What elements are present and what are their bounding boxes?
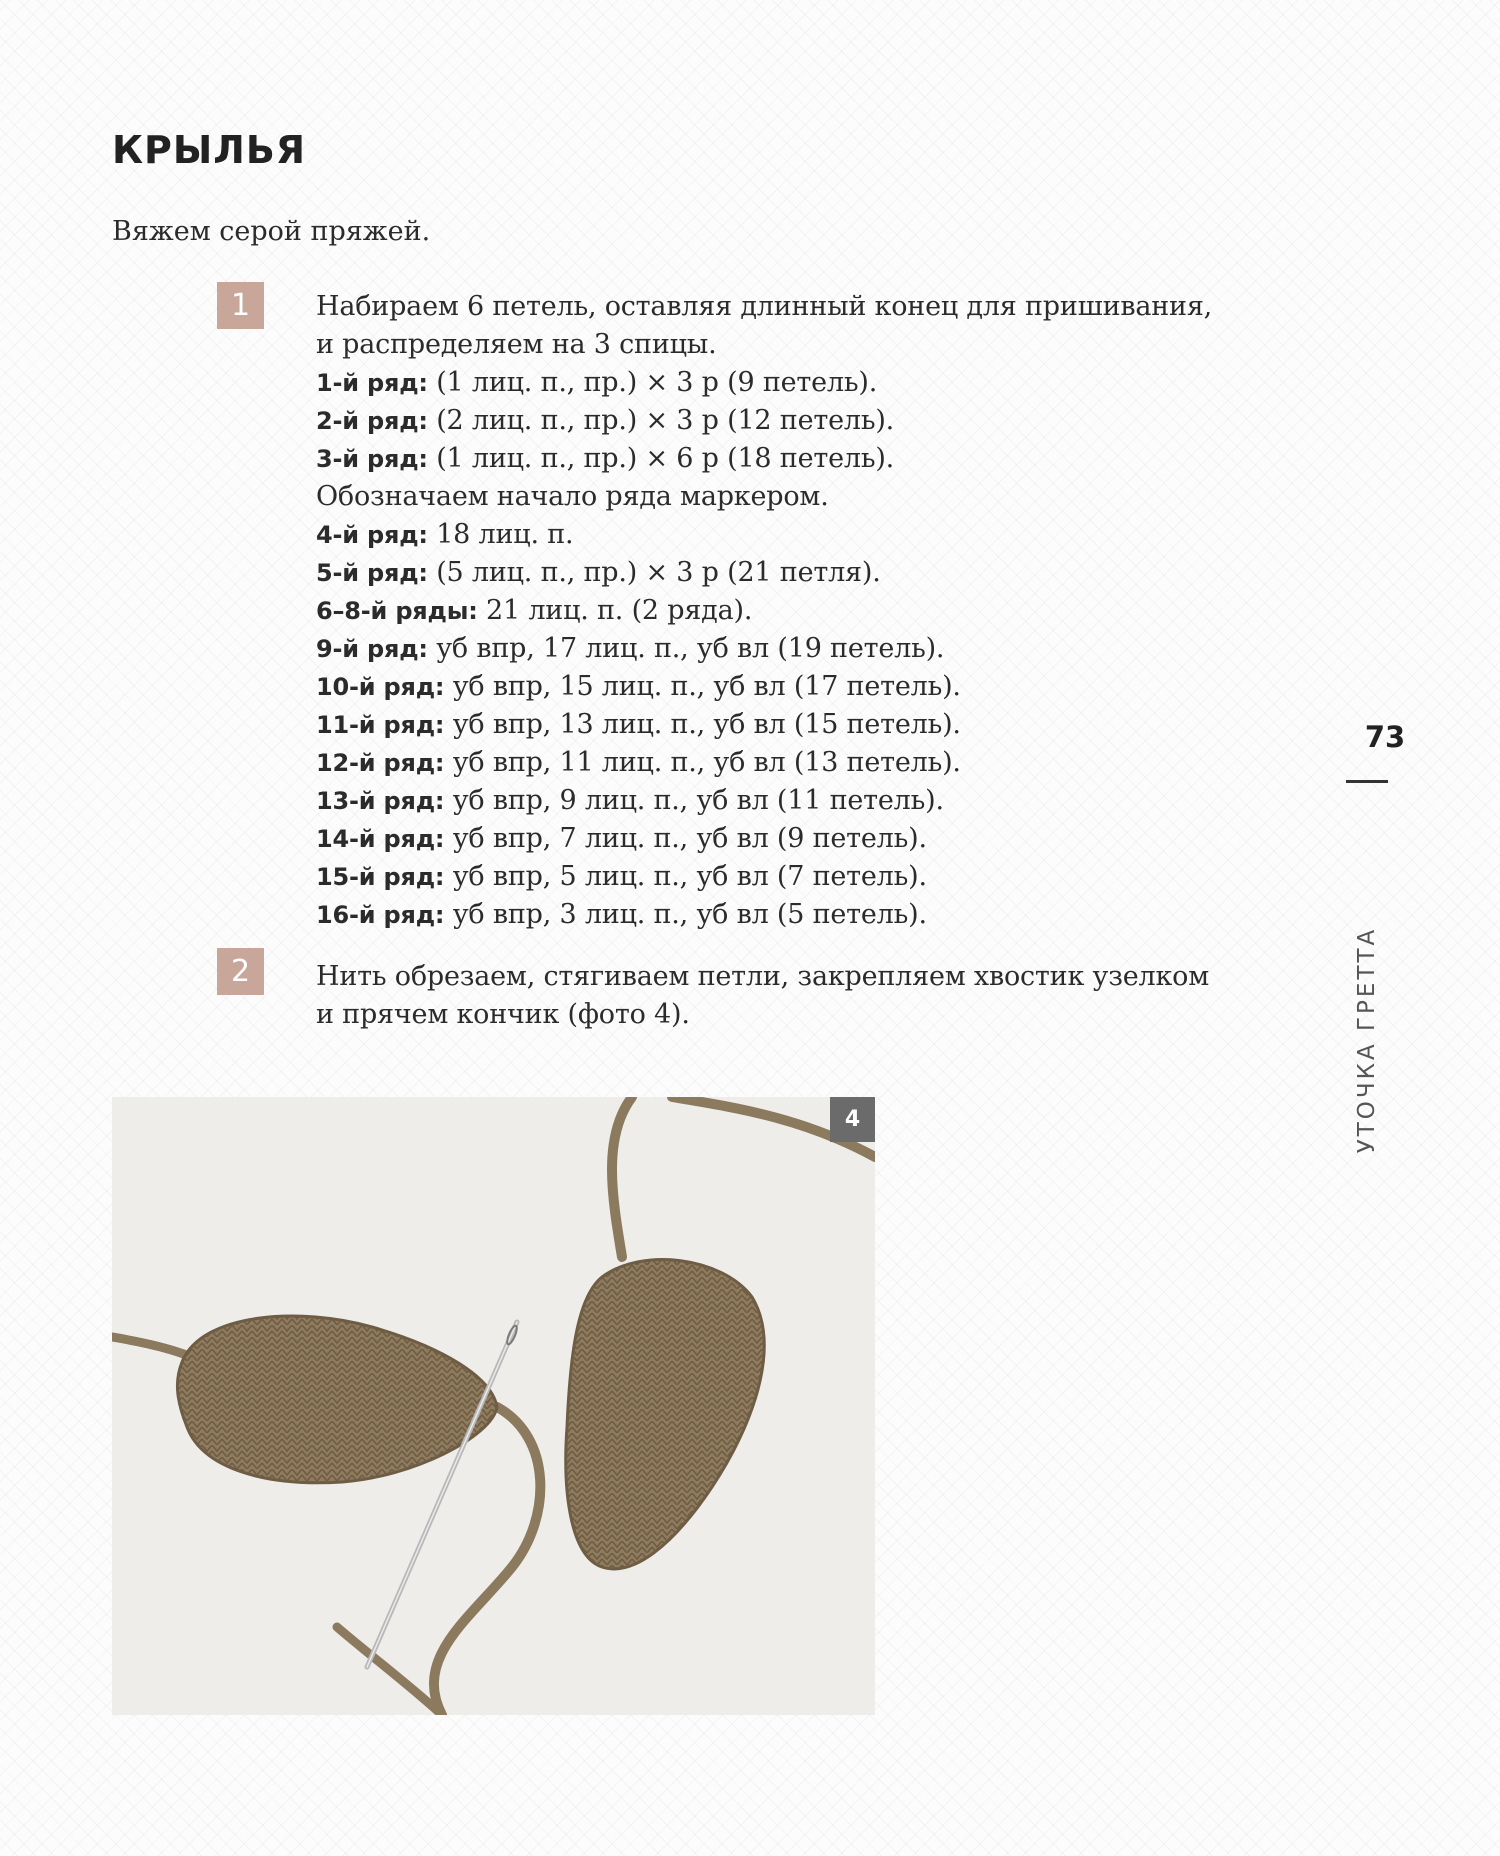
row-instruction: 6–8-й ряды: 21 лиц. п. (2 ряда). <box>316 595 753 626</box>
instruction-line: и прячем кончик (фото 4). <box>316 999 690 1030</box>
instruction-line: и распределяем на 3 спицы. <box>316 329 717 360</box>
row-instruction: 5-й ряд: (5 лиц. п., пр.) × 3 р (21 петля). <box>316 557 881 588</box>
row-label: 3-й ряд: <box>316 445 428 473</box>
row-label: 12-й ряд: <box>316 749 445 777</box>
row-label: 14-й ряд: <box>316 825 445 853</box>
photo-knitted-wings <box>112 1097 875 1715</box>
page-number-rule <box>1346 780 1388 783</box>
running-head: УТОЧКА ГРЕТТА <box>1354 926 1380 1154</box>
photo-number-badge: 4 <box>830 1097 875 1142</box>
row-label: 9-й ряд: <box>316 635 428 663</box>
row-label: 6–8-й ряды: <box>316 597 478 625</box>
row-instruction: 1-й ряд: (1 лиц. п., пр.) × 3 р (9 петель). <box>316 367 878 398</box>
instruction-line: Набираем 6 петель, оставляя длинный конец для пришивания, <box>316 291 1213 322</box>
step-number-badge: 2 <box>217 948 264 995</box>
row-instruction: 16-й ряд: уб впр, 3 лиц. п., уб вл (5 петель). <box>316 899 927 930</box>
row-instruction: 15-й ряд: уб впр, 5 лиц. п., уб вл (7 петель). <box>316 861 927 892</box>
row-instruction: 12-й ряд: уб впр, 11 лиц. п., уб вл (13 петель). <box>316 747 961 778</box>
instruction-line: Нить обрезаем, стягиваем петли, закрепляем хвостик узелком <box>316 961 1209 992</box>
row-label: 16-й ряд: <box>316 901 445 929</box>
row-label: 10-й ряд: <box>316 673 445 701</box>
row-label: 4-й ряд: <box>316 521 428 549</box>
intro-text: Вяжем серой пряжей. <box>112 216 431 247</box>
row-instruction: 2-й ряд: (2 лиц. п., пр.) × 3 р (12 петель). <box>316 405 895 436</box>
row-instruction: 11-й ряд: уб впр, 13 лиц. п., уб вл (15 петель). <box>316 709 961 740</box>
row-instruction: 14-й ряд: уб впр, 7 лиц. п., уб вл (9 петель). <box>316 823 927 854</box>
row-instruction: 3-й ряд: (1 лиц. п., пр.) × 6 р (18 петель). <box>316 443 895 474</box>
page-number: 73 <box>1364 720 1406 754</box>
row-label: 2-й ряд: <box>316 407 428 435</box>
row-instruction: 9-й ряд: уб впр, 17 лиц. п., уб вл (19 петель). <box>316 633 945 664</box>
row-label: 1-й ряд: <box>316 369 428 397</box>
section-heading: КРЫЛЬЯ <box>112 128 307 172</box>
row-instruction: 13-й ряд: уб впр, 9 лиц. п., уб вл (11 петель). <box>316 785 944 816</box>
row-label: 13-й ряд: <box>316 787 445 815</box>
row-label: 11-й ряд: <box>316 711 445 739</box>
step-number-badge: 1 <box>217 282 264 329</box>
row-label: 15-й ряд: <box>316 863 445 891</box>
step-2-instructions <box>316 958 1236 1034</box>
wings-illustration <box>112 1097 875 1715</box>
step-1-instructions <box>316 288 1236 934</box>
row-label: 5-й ряд: <box>316 559 428 587</box>
row-instruction: 10-й ряд: уб впр, 15 лиц. п., уб вл (17 петель). <box>316 671 961 702</box>
row-instruction: 4-й ряд: 18 лиц. п. <box>316 519 574 550</box>
instruction-line: Обозначаем начало ряда маркером. <box>316 481 829 512</box>
